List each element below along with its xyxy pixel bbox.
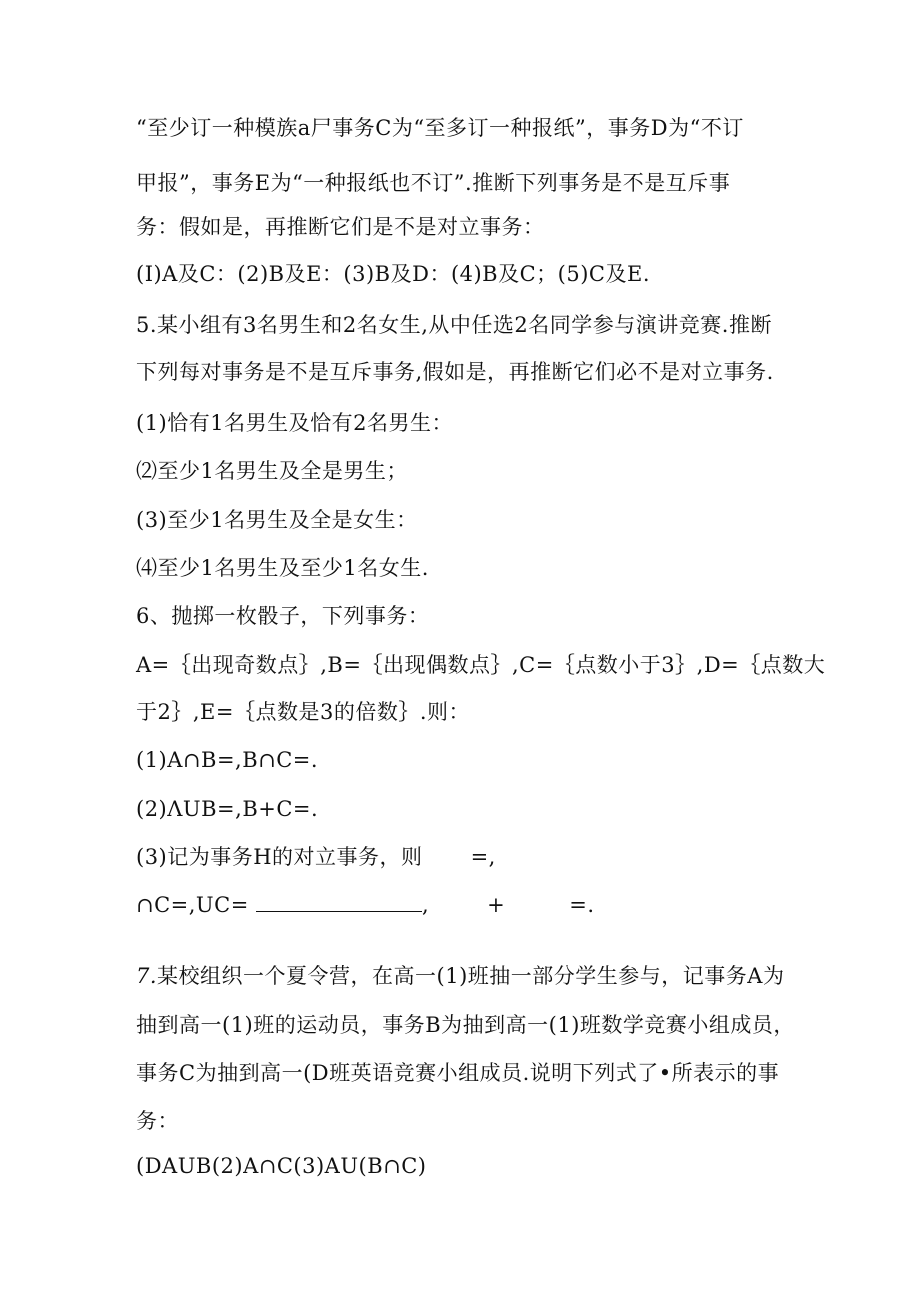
q7-line-4: 务： xyxy=(136,1109,179,1133)
q4-line-1: “至少订一种模族a尸事务C为“至多订一种报纸”，事务D为“不订 xyxy=(136,116,744,140)
q7-line-3: 事务C为抽到高一(D班英语竞赛小组成员.说明下列式了•所表示的事 xyxy=(136,1061,780,1085)
answer-blank xyxy=(256,893,422,912)
q6-line-2: A=｛出现奇数点｝,B=｛出现偶数点｝,C=｛点数小于3｝,D=｛点数大 xyxy=(136,653,826,677)
q6-item-4-c: + xyxy=(487,893,506,917)
q5-line-2: 下列每对事务是不是互斥事务,假如是，再推断它们必不是对立事务. xyxy=(136,360,774,384)
q5-line-1: 5.某小组有3名男生和2名女生,从中任选2名同学参与演讲竞赛.推断 xyxy=(136,313,772,337)
q6-item-3-end: =, xyxy=(470,845,496,869)
q4-line-3: 务：假如是，再推断它们是不是对立事务： xyxy=(136,215,545,239)
q7-line-1-text: 某校组织一个夏令营，在高一(1)班抽一部分学生参与，记事务A为 xyxy=(157,964,785,988)
q4-line-4: (I)A及C：(2)B及E：(3)B及D：(4)B及C；(5)C及E. xyxy=(136,262,651,286)
q7-number: 7. xyxy=(136,964,158,988)
q6-item-4-b: , xyxy=(421,893,430,917)
q6-item-2: (2)ΛUB=,B+C=. xyxy=(136,797,319,821)
q6-item-4 xyxy=(136,890,595,920)
q5-item-4: ⑷至少1名男生及至少1名女生. xyxy=(136,556,429,580)
q7-line-2: 抽到高一(1)班的运动员，事务B为抽到高一(1)班数学竞赛小组成员， xyxy=(136,1013,795,1037)
q7-line-1 xyxy=(136,961,784,991)
q5-item-1: (1)恰有1名男生及恰有2名男生： xyxy=(136,411,453,435)
q6-line-1: 6、抛掷一枚骰子，下列事务： xyxy=(136,604,430,628)
q6-line-3: 于2｝,E=｛点数是3的倍数｝.则： xyxy=(136,700,470,724)
q6-item-4-d: =. xyxy=(569,893,595,917)
q4-line-2: 甲报”，事务E为“一种报纸也不订”.推断下列事务是不是互斥事 xyxy=(136,171,731,195)
q5-item-2: ⑵至少1名男生及全是男生； xyxy=(136,459,408,483)
q6-item-3-text: (3)记为事务H的对立事务，则 xyxy=(136,845,423,869)
q5-item-3: (3)至少1名男生及全是女生： xyxy=(136,508,418,532)
q6-item-4-a: ∩C=,UC= xyxy=(136,893,249,917)
q7-line-5: (DAUB(2)A∩C(3)AU(B∩C) xyxy=(136,1154,427,1178)
q6-item-3 xyxy=(136,842,496,872)
q6-item-1: (1)A∩B=,B∩C=. xyxy=(136,748,319,772)
